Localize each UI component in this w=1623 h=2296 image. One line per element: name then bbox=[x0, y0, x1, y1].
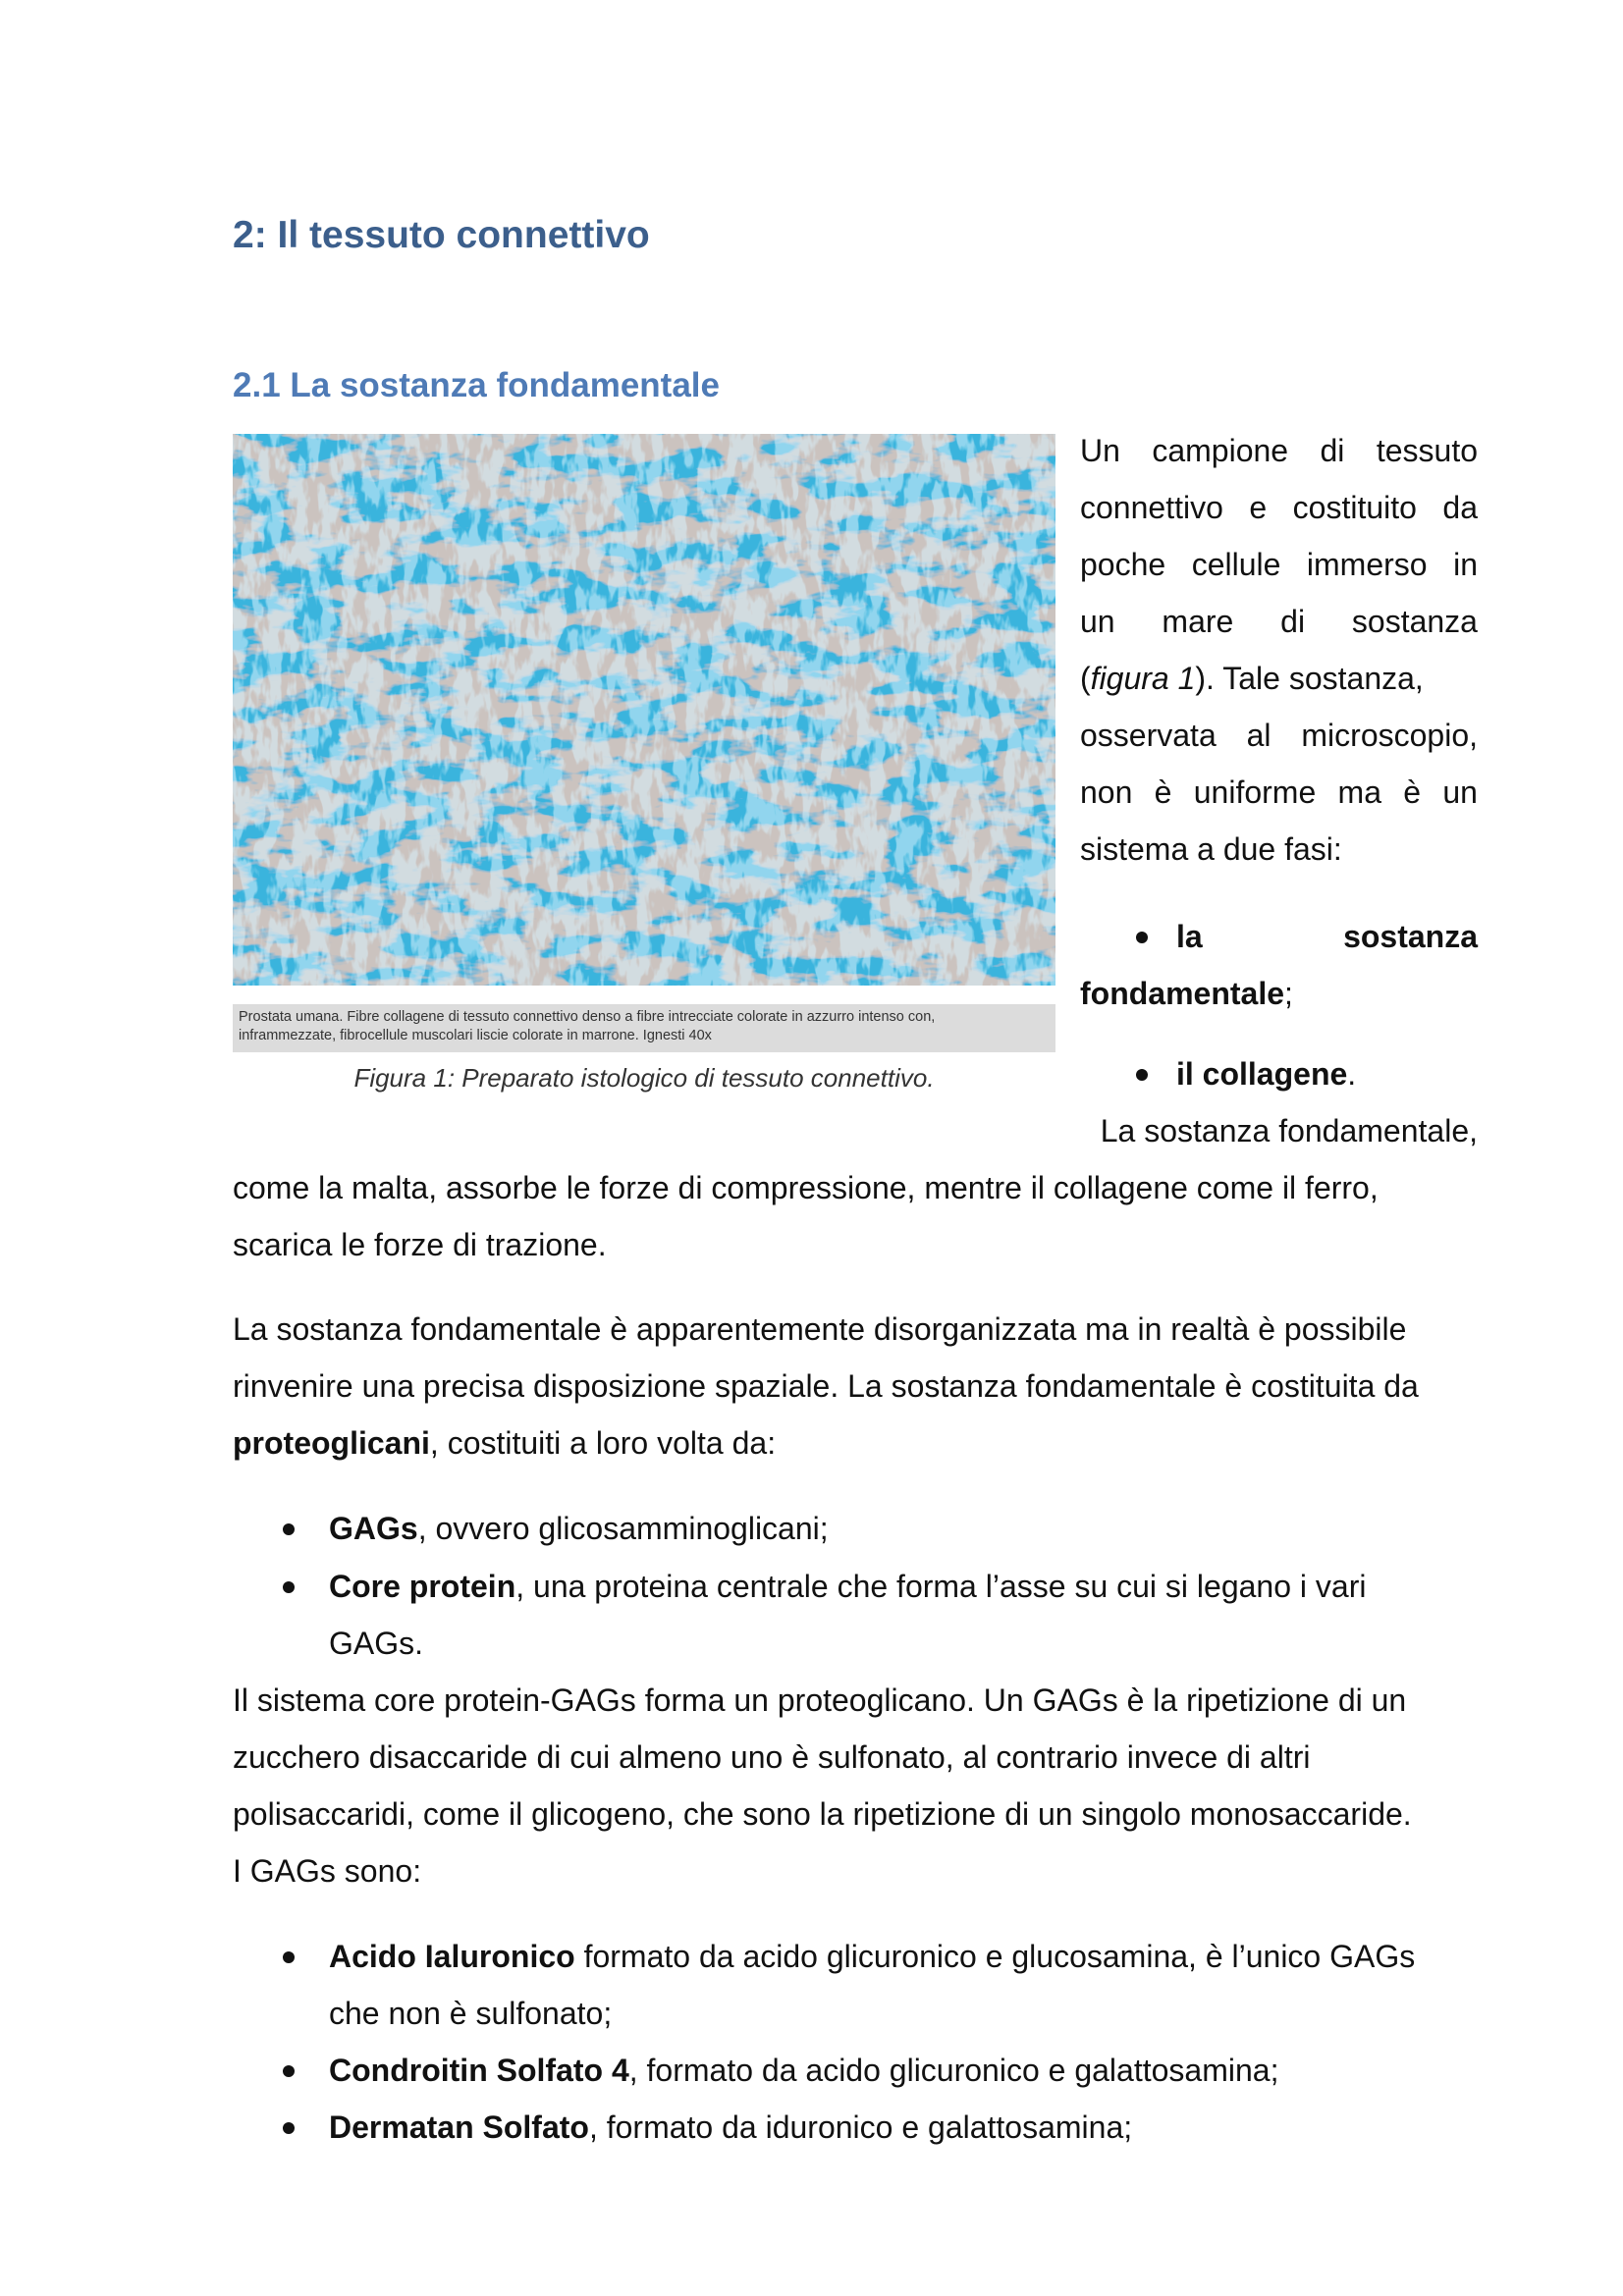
bullet-dot bbox=[283, 1523, 295, 1535]
side-text-line: non è uniforme ma è un bbox=[1080, 774, 1478, 810]
paragraph-line: scarica le forze di trazione. bbox=[233, 1227, 607, 1262]
figure-caption: Figura 1: Preparato istologico di tessuto connettivo. bbox=[353, 1063, 935, 1093]
paragraph-line: proteoglicani, costituiti a loro volta da: bbox=[233, 1425, 777, 1461]
list-item-continuation: fondamentale; bbox=[1080, 976, 1293, 1011]
side-text-line: sistema a due fasi: bbox=[1080, 831, 1342, 867]
bullet-dot bbox=[283, 2122, 295, 2134]
paragraph-line: rinvenire una precisa disposizione spaziale. La sostanza fondamentale è costituita da bbox=[233, 1368, 1419, 1404]
figure-band-caption bbox=[233, 1004, 1055, 1052]
list-item: Acido Ialuronico formato da acido glicuronico e glucosamina, è l’unico GAGs bbox=[283, 1939, 1415, 1975]
bullet-dot bbox=[283, 1951, 295, 1963]
histology-micrograph bbox=[233, 434, 1055, 986]
paragraph-line: zucchero disaccaride di cui almeno uno è sulfonato, al contrario invece di altri bbox=[233, 1739, 1311, 1775]
paragraph-line: polisaccaridi, come il glicogeno, che sono la ripetizione di un singolo monosaccaride. bbox=[233, 1796, 1412, 1832]
side-text-line: osservata al microscopio, bbox=[1080, 718, 1478, 753]
paragraph-line: come la malta, assorbe le forze di compressione, mentre il collagene come il ferro, bbox=[233, 1170, 1379, 1205]
list-item: Core protein, una proteina centrale che forma l’asse su cui si legano i vari bbox=[283, 1569, 1478, 1605]
bullet-dot bbox=[1136, 932, 1148, 943]
subsection-heading: 2.1 La sostanza fondamentale bbox=[233, 366, 720, 404]
list-item-continuation: GAGs. bbox=[329, 1626, 424, 1661]
list-item: GAGs, ovvero glicosamminoglicani; bbox=[283, 1511, 829, 1547]
figure bbox=[233, 434, 1055, 1052]
band-caption-line: inframmezzate, fibrocellule muscolari liscie colorate in marrone. Ignesti 40x bbox=[239, 1028, 712, 1043]
bullet-dot bbox=[1136, 1069, 1148, 1081]
paragraph-line: La sostanza fondamentale è apparentemente disorganizzata ma in realtà è possibile bbox=[233, 1311, 1407, 1347]
histology-image bbox=[233, 434, 1055, 986]
side-text-line: connettivo e costituito da bbox=[1080, 490, 1478, 525]
side-text-line: poche cellule immerso in bbox=[1080, 547, 1478, 582]
side-text-line: un mare di sostanza bbox=[1080, 604, 1478, 639]
list-item: Dermatan Solfato, formato da iduronico e galattosamina; bbox=[283, 2109, 1132, 2146]
bullet-dot bbox=[283, 1581, 295, 1593]
section-heading: 2: Il tessuto connettivo bbox=[233, 214, 650, 256]
side-text-line: Un campione di tessuto bbox=[1080, 433, 1478, 468]
side-text-line: La sostanza fondamentale, bbox=[1100, 1113, 1478, 1148]
paragraph-line: I GAGs sono: bbox=[233, 1853, 422, 1889]
list-item: Condroitin Solfato 4, formato da acido glicuronico e galattosamina; bbox=[283, 2053, 1278, 2089]
side-text-line: (figura 1). Tale sostanza, bbox=[1080, 661, 1424, 696]
band-caption-line: Prostata umana. Fibre collagene di tessuto connettivo denso a fibre intrecciate colorate in azzurro intenso con, bbox=[239, 1009, 936, 1025]
bullet-dot bbox=[283, 2065, 295, 2077]
figure-reference: figura 1 bbox=[1090, 661, 1196, 696]
paragraph-line: Il sistema core protein-GAGs forma un proteoglicano. Un GAGs è la ripetizione di un bbox=[233, 1682, 1407, 1718]
list-item: il collagene . bbox=[1136, 1056, 1356, 1093]
list-item-continuation: che non è sulfonato; bbox=[329, 1996, 613, 2031]
list-item: la sostanza bbox=[1136, 919, 1478, 955]
